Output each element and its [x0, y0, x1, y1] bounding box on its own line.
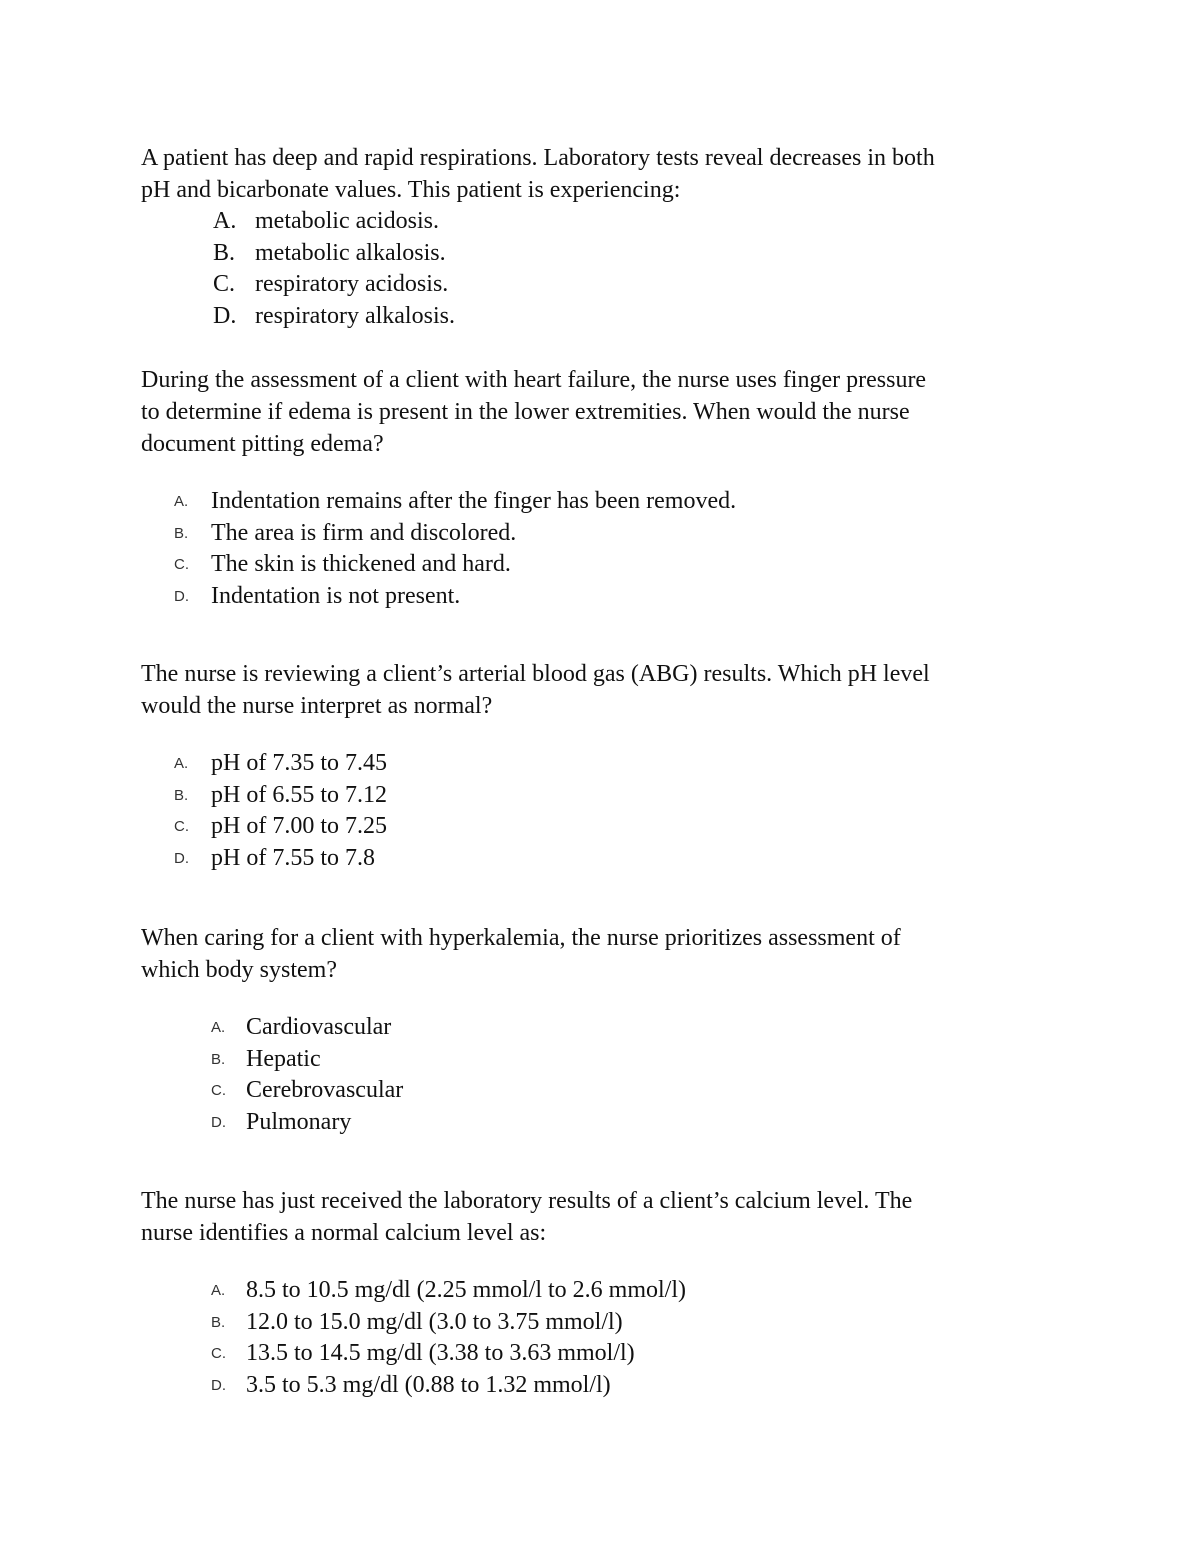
option-b	[141, 1044, 1081, 1076]
option-letter: A.	[174, 755, 189, 772]
option-d	[141, 1107, 1081, 1139]
question-1	[141, 142, 1081, 332]
option-letter: D.	[211, 1376, 226, 1394]
option-letter: B.	[174, 524, 189, 542]
option-text: metabolic alkalosis.	[255, 239, 446, 266]
option-letter: D.	[174, 849, 189, 867]
option-b	[141, 518, 1081, 550]
option-b	[141, 238, 1081, 270]
option-letter: D.	[174, 587, 189, 605]
option-text: Cardiovascular	[246, 1014, 392, 1040]
option-letter: A.	[213, 208, 237, 234]
option-c	[141, 1338, 1081, 1370]
question-stem	[141, 142, 1081, 206]
answer-options	[141, 206, 1081, 332]
option-text: The skin is thickened and hard.	[211, 551, 511, 577]
option-letter: B.	[213, 239, 236, 266]
option-a	[141, 486, 1081, 518]
option-d	[141, 301, 1081, 333]
stem-line: to determine if edema is present in the lower extremities. When would the nurse	[141, 399, 910, 425]
stem-line: pH and bicarbonate values. This patient is experiencing:	[141, 177, 681, 203]
option-c	[141, 549, 1081, 581]
option-text: pH of 7.55 to 7.8	[211, 844, 375, 871]
question-stem	[141, 922, 1081, 986]
stem-line: The nurse is reviewing a client’s arterial blood gas (ABG) results. Which pH level	[141, 661, 930, 687]
option-letter: A.	[174, 493, 189, 510]
option-a	[141, 1275, 1081, 1307]
option-letter: B.	[211, 1313, 226, 1331]
option-text: respiratory acidosis.	[255, 271, 449, 297]
option-letter: C.	[213, 271, 236, 297]
option-text: Pulmonary	[246, 1108, 352, 1135]
option-text: 8.5 to 10.5 mg/dl (2.25 mmol/l to 2.6 mmol/l)	[246, 1277, 687, 1303]
option-letter: C.	[174, 818, 189, 835]
option-text: pH of 7.00 to 7.25	[211, 813, 387, 839]
question-2	[141, 364, 1081, 612]
option-letter: A.	[211, 1019, 226, 1036]
stem-line: The nurse has just received the laboratory results of a client’s calcium level. The	[141, 1188, 913, 1214]
question-5	[141, 1185, 1081, 1401]
question-3	[141, 658, 1081, 874]
option-text: The area is firm and discolored.	[211, 519, 517, 546]
option-c	[141, 811, 1081, 843]
option-d	[141, 843, 1081, 875]
option-c	[141, 1075, 1081, 1107]
option-a	[141, 748, 1081, 780]
option-c	[141, 269, 1081, 301]
option-d	[141, 1370, 1081, 1402]
option-letter: A.	[211, 1282, 226, 1299]
question-stem	[141, 658, 1081, 722]
answer-options	[141, 486, 1081, 612]
stem-line: nurse identifies a normal calcium level as:	[141, 1220, 547, 1246]
option-letter: D.	[213, 302, 237, 329]
option-text: 13.5 to 14.5 mg/dl (3.38 to 3.63 mmol/l)	[246, 1340, 635, 1366]
option-text: Cerebrovascular	[246, 1077, 404, 1103]
option-letter: C.	[211, 1345, 226, 1362]
stem-line: When caring for a client with hyperkalemia, the nurse prioritizes assessment of	[141, 925, 901, 951]
answer-options	[141, 1275, 1081, 1401]
option-b	[141, 780, 1081, 812]
stem-line: A patient has deep and rapid respirations. Laboratory tests reveal decreases in both	[141, 145, 935, 171]
option-text: Hepatic	[246, 1045, 321, 1072]
answer-options	[141, 748, 1081, 874]
option-text: Indentation remains after the finger has been removed.	[211, 488, 737, 514]
question-stem	[141, 1185, 1081, 1249]
option-a	[141, 206, 1081, 238]
option-text: pH of 6.55 to 7.12	[211, 781, 387, 808]
option-letter: C.	[211, 1082, 226, 1099]
question-stem	[141, 364, 1081, 460]
option-text: metabolic acidosis.	[255, 208, 439, 234]
stem-line: would the nurse interpret as normal?	[141, 693, 493, 719]
option-a	[141, 1012, 1081, 1044]
option-letter: C.	[174, 556, 189, 573]
option-text: Indentation is not present.	[211, 582, 461, 609]
stem-line: document pitting edema?	[141, 431, 384, 457]
option-text: respiratory alkalosis.	[255, 302, 455, 329]
stem-line: During the assessment of a client with heart failure, the nurse uses finger pressure	[141, 367, 927, 393]
option-text: 3.5 to 5.3 mg/dl (0.88 to 1.32 mmol/l)	[246, 1371, 611, 1398]
question-4	[141, 922, 1081, 1138]
option-b	[141, 1307, 1081, 1339]
answer-options	[141, 1012, 1081, 1138]
option-letter: D.	[211, 1113, 226, 1131]
option-text: pH of 7.35 to 7.45	[211, 750, 387, 776]
option-text: 12.0 to 15.0 mg/dl (3.0 to 3.75 mmol/l)	[246, 1308, 623, 1335]
option-letter: B.	[211, 1050, 226, 1068]
option-letter: B.	[174, 786, 189, 804]
option-d	[141, 581, 1081, 613]
stem-line: which body system?	[141, 957, 337, 983]
